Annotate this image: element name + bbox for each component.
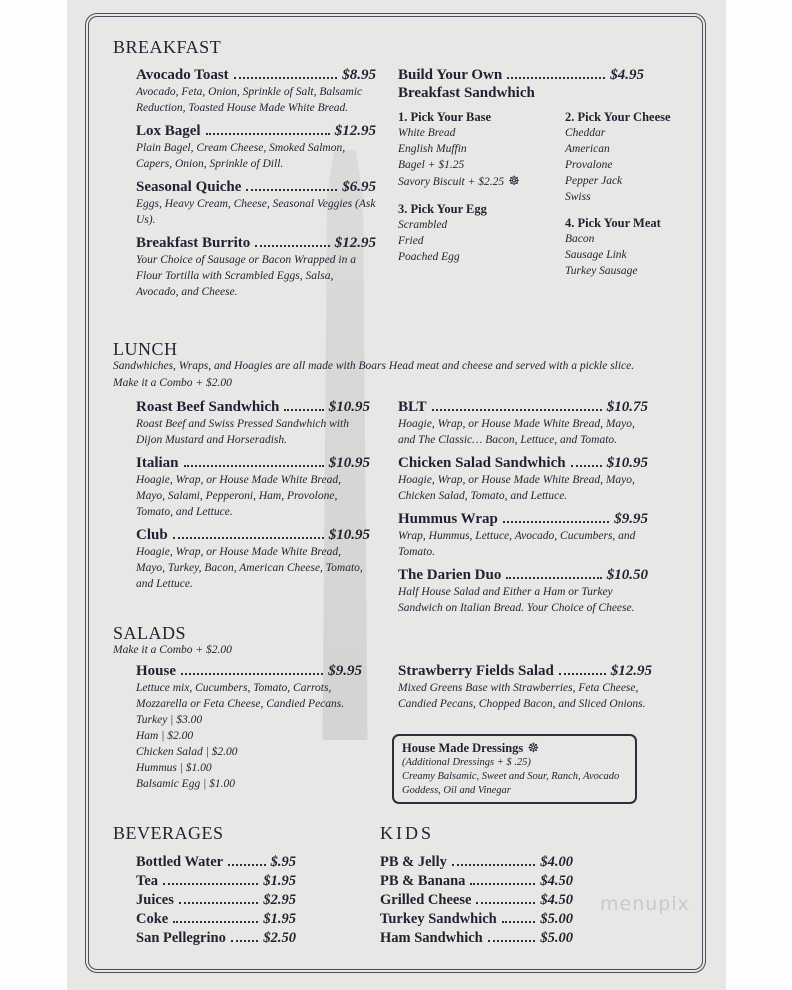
- option-label: Pepper Jack: [565, 175, 623, 187]
- item-name: Turkey Sandwhich: [380, 911, 497, 927]
- item-row: [398, 566, 648, 584]
- item-name: The Darien Duo: [398, 567, 502, 583]
- option-label: Swiss: [565, 191, 591, 203]
- option-label: Poached Egg: [398, 251, 460, 263]
- kids-heading: KIDS: [380, 823, 435, 843]
- dot-leader: [231, 940, 259, 942]
- item-name: Strawberry Fields Salad: [398, 663, 554, 679]
- item-name: Ham Sandwhich: [380, 930, 483, 946]
- menupix-watermark: menupix: [600, 893, 690, 915]
- item-row: [380, 910, 573, 929]
- item-name: Avocado Toast: [136, 67, 229, 83]
- item-name: Roast Beef Sandwhich: [136, 399, 280, 415]
- item-row: [380, 872, 573, 891]
- item-row: [398, 454, 648, 472]
- item-price: $4.95: [610, 67, 644, 83]
- menu-item: [136, 662, 362, 792]
- option-label: Savory Biscuit + $2.25: [398, 176, 505, 188]
- dot-leader: [179, 902, 259, 904]
- option-label: English Muffin: [398, 143, 467, 155]
- item-price: $2.95: [263, 892, 296, 908]
- item-name: Tea: [136, 873, 159, 889]
- item-description: Hoagie, Wrap, or House Made White Bread, Mayo, Turkey, Bacon, American Cheese, Tomato, and Lettuce.: [136, 546, 363, 590]
- addon-option: Turkey | $3.00: [136, 714, 203, 726]
- dot-leader: [234, 77, 338, 79]
- item-row: [136, 853, 296, 872]
- option-item: [565, 189, 695, 205]
- option-label: Scrambled: [398, 219, 448, 231]
- item-name: Build Your Own: [398, 67, 503, 83]
- item-row: [398, 510, 648, 528]
- item-name: BLT: [398, 399, 427, 415]
- item-price: $4.50: [540, 892, 573, 908]
- dot-leader: [228, 864, 266, 866]
- dot-leader: [476, 902, 535, 904]
- item-description: Roast Beef and Swiss Pressed Sandwhich with Dijon Mustard and Horseradish.: [136, 418, 349, 446]
- item-description: Eggs, Heavy Cream, Cheese, Seasonal Veggies (Ask Us).: [136, 198, 376, 226]
- lunch-left-items: [136, 398, 370, 598]
- item-price: $10.95: [328, 455, 370, 471]
- option-item: [398, 157, 558, 173]
- dot-leader: [246, 189, 337, 191]
- item-name: PB & Banana: [380, 873, 466, 889]
- kids-items: [380, 853, 573, 948]
- beverages-heading: BEVERAGES: [113, 823, 224, 843]
- menu-item: [136, 66, 376, 116]
- addon-option: Balsamic Egg | $1.00: [136, 778, 235, 790]
- item-price: $12.95: [334, 235, 376, 251]
- item-price: $1.95: [263, 911, 296, 927]
- item-name: Hummus Wrap: [398, 511, 498, 527]
- item-name: Grilled Cheese: [380, 892, 472, 908]
- item-description: Hoagie, Wrap, or House Made White Bread, Mayo, Chicken Salad, Tomato, and Lettuce.: [398, 474, 635, 502]
- dot-leader: [503, 521, 609, 523]
- dot-leader: [432, 409, 602, 411]
- item-price: $.95: [270, 854, 296, 870]
- strawberry-fields-salad: [398, 662, 652, 718]
- item-price: $8.95: [342, 67, 376, 83]
- item-price: $6.95: [342, 179, 376, 195]
- pick-egg: [398, 195, 558, 265]
- build-your-own: [398, 66, 644, 102]
- option-item: [565, 231, 695, 247]
- option-item: [565, 173, 695, 189]
- item-row: [136, 234, 376, 252]
- item-name: Club: [136, 527, 168, 543]
- menu-item: [380, 853, 573, 872]
- item-name: Breakfast Burrito: [136, 235, 251, 251]
- option-item: [565, 263, 695, 279]
- item-row: [136, 454, 370, 472]
- item-row: [380, 929, 573, 948]
- item-row: [398, 398, 648, 416]
- item-name: San Pellegrino: [136, 930, 226, 946]
- item-description: Plain Bagel, Cream Cheese, Smoked Salmon, Capers, Onion, Sprinkle of Dill.: [136, 142, 346, 170]
- option-label: Bacon: [565, 233, 595, 245]
- item-row: [136, 910, 296, 929]
- item-price: $1.95: [263, 873, 296, 889]
- option-label: Bagel + $1.25: [398, 159, 465, 171]
- item-row: [136, 122, 376, 140]
- option-group-title: 4. Pick Your Meat: [565, 216, 661, 230]
- option-group-title: 1. Pick Your Base: [398, 110, 492, 124]
- dot-leader: [506, 577, 601, 579]
- menu-item: [398, 662, 652, 712]
- item-description: Wrap, Hummus, Lettuce, Avocado, Cucumbers, and Tomato.: [398, 530, 636, 558]
- menu-item: [136, 234, 376, 300]
- item-row: [136, 178, 376, 196]
- item-price: $10.95: [328, 527, 370, 543]
- menu-item: [136, 891, 296, 910]
- item-row: [136, 929, 296, 948]
- item-price: $10.75: [606, 399, 648, 415]
- item-name: Coke: [136, 911, 169, 927]
- addon-option: Hummus | $1.00: [136, 762, 212, 774]
- option-label: Turkey Sausage: [565, 265, 638, 277]
- item-price: $10.95: [606, 455, 648, 471]
- option-item: [398, 173, 558, 190]
- dot-leader: [488, 940, 536, 942]
- item-description: Half House Salad and Either a Ham or Turkey Sandwich on Italian Bread. Your Choice of Cheese.: [398, 586, 635, 614]
- lunch-notes: [113, 358, 713, 392]
- dot-leader: [507, 77, 605, 79]
- menu-item: [380, 929, 573, 948]
- option-group-title: 2. Pick Your Cheese: [565, 110, 671, 124]
- item-row: [398, 662, 652, 680]
- dressings-list: Creamy Balsamic, Sweet and Sour, Ranch, Avocado Goddess, Oil and Vinegar: [402, 771, 620, 796]
- item-name: PB & Jelly: [380, 854, 447, 870]
- dot-leader: [173, 921, 258, 923]
- option-item: [398, 233, 558, 249]
- item-name: Italian: [136, 455, 179, 471]
- item-price: $2.50: [263, 930, 296, 946]
- dot-leader: [206, 133, 330, 135]
- pick-base: [398, 103, 558, 190]
- menu-item: [136, 454, 370, 520]
- addon-option: Ham | $2.00: [136, 730, 194, 742]
- dot-leader: [284, 409, 323, 411]
- item-price: $10.50: [606, 567, 648, 583]
- beverage-items: [136, 853, 296, 948]
- option-item: [565, 247, 695, 263]
- item-description: Lettuce mix, Cucumbers, Tomato, Carrots, Mozzarella or Feta Cheese, Candied Pecans.: [136, 682, 345, 710]
- item-price: $4.50: [540, 873, 573, 889]
- item-description: Avocado, Feta, Onion, Sprinkle of Salt, Balsamic Reduction, Toasted House Made White Bread.: [136, 86, 363, 114]
- item-price: $4.00: [540, 854, 573, 870]
- dot-leader: [184, 465, 324, 467]
- house-salad: [136, 662, 362, 798]
- option-item: [398, 141, 558, 157]
- item-description: Hoagie, Wrap, or House Made White Bread, Mayo, Salami, Pepperoni, Ham, Provolone, Tomato, and Lettuce.: [136, 474, 341, 518]
- lunch-right-items: [398, 398, 648, 622]
- option-item: [398, 125, 558, 141]
- option-item: [565, 157, 695, 173]
- salads-heading: SALADS: [113, 623, 187, 643]
- option-item: [398, 249, 558, 265]
- dot-leader: [571, 465, 602, 467]
- breakfast-heading: BREAKFAST: [113, 37, 222, 57]
- item-row: [136, 398, 370, 416]
- dot-leader: [255, 245, 329, 247]
- item-row: [136, 662, 362, 680]
- item-description: Hoagie, Wrap, or House Made White Bread, Mayo, and The Classic… Bacon, Lettuce, and Tomato.: [398, 418, 635, 446]
- item-description: Mixed Greens Base with Strawberries, Feta Cheese, Candied Pecans, Chopped Bacon, and Sliced Onions.: [398, 682, 646, 710]
- pick-cheese: [565, 103, 695, 205]
- item-price: $9.95: [614, 511, 648, 527]
- item-price: $12.95: [610, 663, 652, 679]
- dot-leader: [559, 673, 606, 675]
- item-row: [136, 872, 296, 891]
- addon-option: Chicken Salad | $2.00: [136, 746, 238, 758]
- item-row: [380, 853, 573, 872]
- ship-wheel-icon: ☸: [527, 740, 539, 755]
- ship-wheel-icon: ☸: [508, 173, 520, 188]
- item-price: $9.95: [328, 663, 362, 679]
- breakfast-items: [136, 66, 376, 306]
- dot-leader: [163, 883, 258, 885]
- dressings-title: House Made Dressings: [402, 741, 524, 755]
- menu-item: [136, 178, 376, 228]
- option-label: Fried: [398, 235, 424, 247]
- dressings-extra: (Additional Dressings + $ .25): [402, 757, 531, 768]
- item-row: [380, 891, 573, 910]
- option-label: American: [565, 143, 610, 155]
- lunch-combo-note: Make it a Combo + $2.00: [113, 377, 232, 389]
- pick-meat: [565, 209, 695, 279]
- dressings-box: [392, 734, 637, 804]
- menu-item: [136, 929, 296, 948]
- item-name: Bottled Water: [136, 854, 224, 870]
- dot-leader: [452, 864, 536, 866]
- salads-combo-note: Make it a Combo + $2.00: [113, 644, 232, 656]
- item-name-line2: Breakfast Sandwhich: [398, 85, 535, 101]
- option-label: White Bread: [398, 127, 456, 139]
- item-price: $5.00: [540, 911, 573, 927]
- item-price: $5.00: [540, 930, 573, 946]
- lunch-note: Sandwhiches, Wraps, and Hoagies are all made with Boars Head meat and cheese and served with a pickle slice.: [113, 360, 635, 372]
- item-description: Your Choice of Sausage or Bacon Wrapped in a Flour Tortilla with Scrambled Eggs, Salsa, Avocado, and Cheese.: [136, 254, 356, 298]
- item-name: House: [136, 663, 177, 679]
- item-name: Chicken Salad Sandwhich: [398, 455, 566, 471]
- dot-leader: [470, 883, 535, 885]
- item-row: [136, 891, 296, 910]
- item-name: Seasonal Quiche: [136, 179, 242, 195]
- menu-item: [136, 910, 296, 929]
- option-label: Sausage Link: [565, 249, 627, 261]
- menu-item: [136, 526, 370, 592]
- lunch-heading: LUNCH: [113, 339, 178, 359]
- option-label: Provalone: [565, 159, 613, 171]
- option-item: [398, 217, 558, 233]
- option-label: Cheddar: [565, 127, 606, 139]
- menu-item: [398, 510, 648, 560]
- menu-item: [380, 891, 573, 910]
- menu-item: [398, 566, 648, 616]
- item-row: [136, 66, 376, 84]
- menu-item: [398, 454, 648, 504]
- dot-leader: [173, 537, 324, 539]
- menu-item: [136, 398, 370, 448]
- menu-item: [398, 398, 648, 448]
- menu-item: [380, 910, 573, 929]
- option-item: [565, 125, 695, 141]
- menu-item: [380, 872, 573, 891]
- option-group-title: 3. Pick Your Egg: [398, 202, 487, 216]
- menu-item: [136, 853, 296, 872]
- option-item: [565, 141, 695, 157]
- dot-leader: [181, 673, 323, 675]
- dot-leader: [502, 921, 536, 923]
- item-name: Juices: [136, 892, 174, 908]
- item-name: Lox Bagel: [136, 123, 201, 139]
- menu-item: [136, 122, 376, 172]
- item-price: $10.95: [328, 399, 370, 415]
- menu-item: [136, 872, 296, 891]
- item-price: $12.95: [334, 123, 376, 139]
- item-row: [136, 526, 370, 544]
